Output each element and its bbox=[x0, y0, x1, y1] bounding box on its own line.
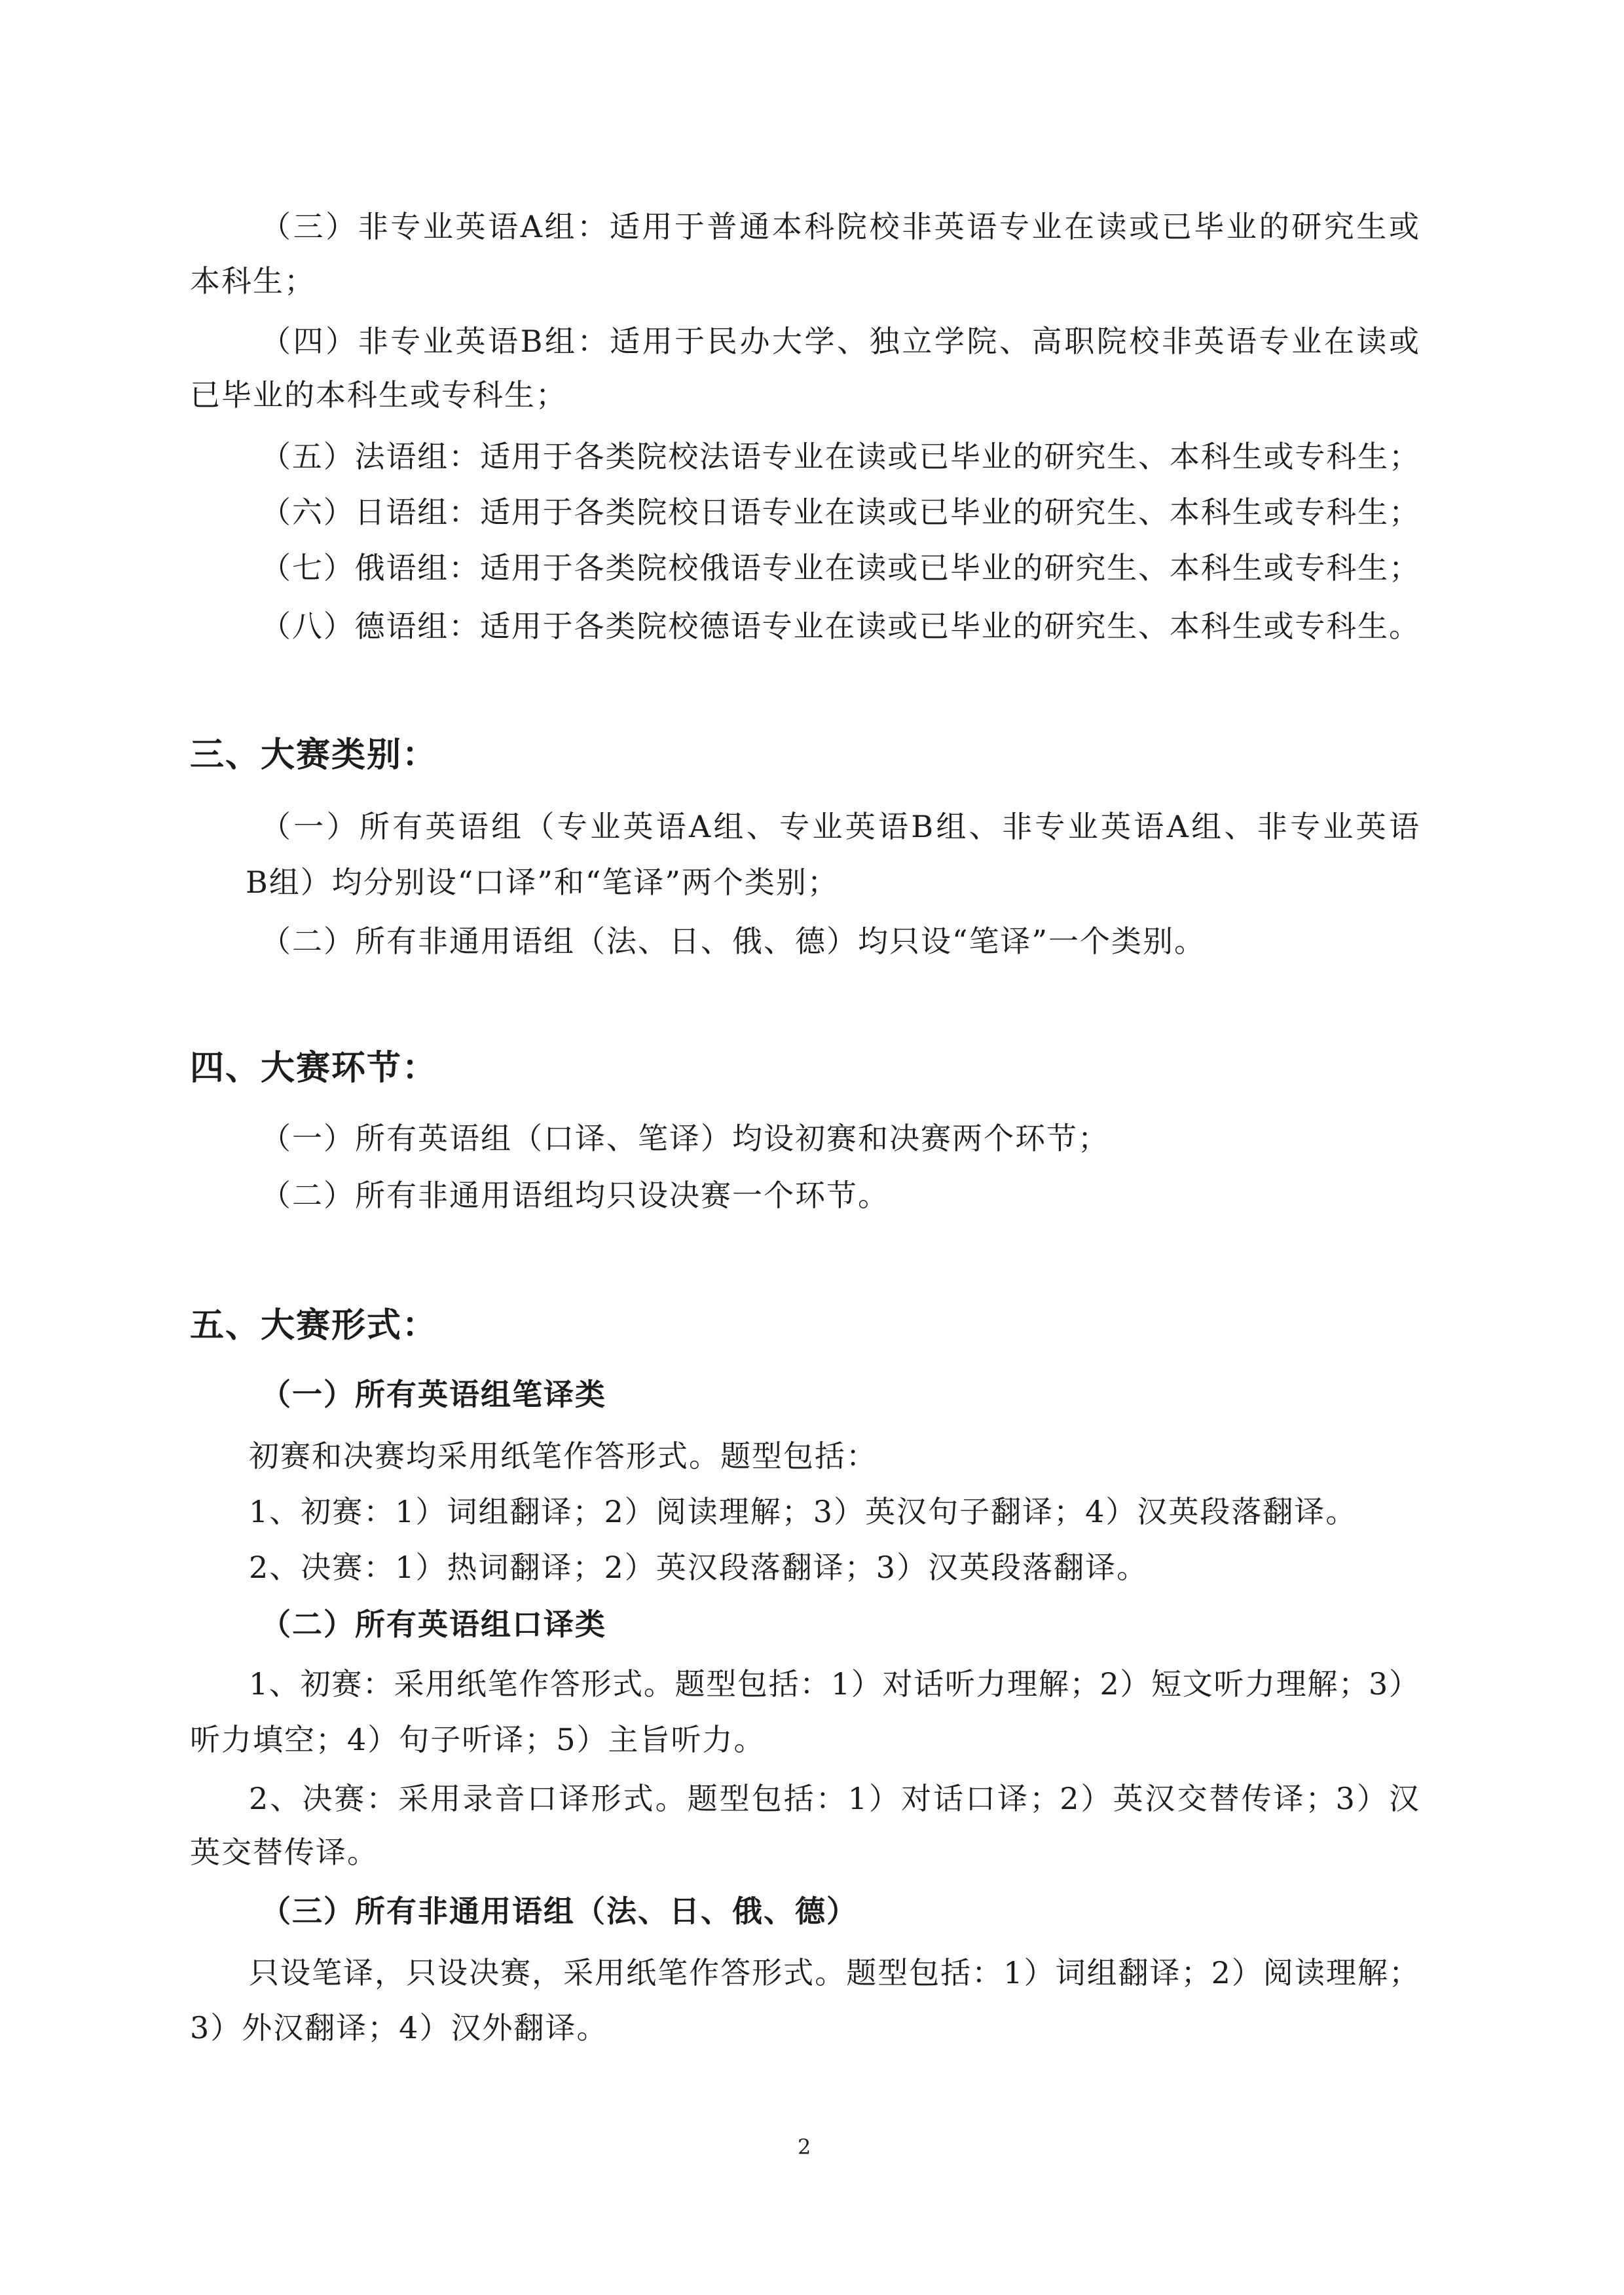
paragraph-line: 英交替传译。 bbox=[190, 1835, 378, 1870]
paragraph-line: 只设笔译，只设决赛，采用纸笔作答形式。题型包括：1）词组翻译；2）阅读理解； bbox=[249, 1955, 1419, 1990]
paragraph-line: 3）外汉翻译；4）汉外翻译。 bbox=[190, 2010, 608, 2045]
paragraph-line: 2、决赛：采用录音口译形式。题型包括：1）对话口译；2）英汉交替传译；3）汉 bbox=[249, 1781, 1419, 1816]
paragraph-line: （一）所有英语组（口译、笔译）均设初赛和决赛两个环节； bbox=[261, 1121, 1109, 1156]
paragraph-line: （五）法语组：适用于各类院校法语专业在读或已毕业的研究生、本科生或专科生； bbox=[261, 439, 1419, 474]
section-heading: 四、大赛环节： bbox=[190, 1049, 438, 1088]
paragraph-line: （六）日语组：适用于各类院校日语专业在读或已毕业的研究生、本科生或专科生； bbox=[261, 494, 1419, 530]
subsection-heading: （二）所有英语组口译类 bbox=[261, 1607, 606, 1642]
paragraph-line: B组）均分别设“口译”和“笔译”两个类别； bbox=[246, 865, 839, 900]
paragraph-line: （二）所有非通用语组（法、日、俄、德）均只设“笔译”一个类别。 bbox=[261, 924, 1206, 959]
section-heading: 三、大赛类别： bbox=[190, 736, 438, 775]
paragraph-line: 已毕业的本科生或专科生； bbox=[190, 377, 567, 413]
subsection-heading: （三）所有非通用语组（法、日、俄、德） bbox=[261, 1894, 858, 1929]
subsection-heading: （一）所有英语组笔译类 bbox=[261, 1377, 606, 1412]
paragraph-line: （一）所有英语组（专业英语A组、专业英语B组、非专业英语A组、非专业英语 bbox=[261, 809, 1419, 844]
paragraph-line: 2、决赛：1）热词翻译；2）英汉段落翻译；3）汉英段落翻译。 bbox=[249, 1550, 1149, 1585]
page-number: 2 bbox=[798, 2135, 811, 2159]
paragraph-line: 听力填空；4）句子听译；5）主旨听力。 bbox=[190, 1722, 766, 1757]
paragraph-line: 1、初赛：1）词组翻译；2）阅读理解；3）英汉句子翻译；4）汉英段落翻译。 bbox=[249, 1494, 1357, 1529]
paragraph-line: （四）非专业英语B组：适用于民办大学、独立学院、高职院校非英语专业在读或 bbox=[261, 324, 1419, 359]
paragraph-line: （二）所有非通用语组均只设决赛一个环节。 bbox=[261, 1178, 889, 1213]
paragraph-line: （七）俄语组：适用于各类院校俄语专业在读或已毕业的研究生、本科生或专科生； bbox=[261, 550, 1419, 586]
paragraph-line: 本科生； bbox=[190, 263, 316, 299]
section-heading: 五、大赛形式： bbox=[190, 1306, 438, 1345]
paragraph-line: 1、初赛：采用纸笔作答形式。题型包括：1）对话听力理解；2）短文听力理解；3） bbox=[249, 1666, 1419, 1702]
paragraph-line: （八）德语组：适用于各类院校德语专业在读或已毕业的研究生、本科生或专科生。 bbox=[261, 608, 1419, 644]
paragraph-line: 初赛和决赛均采用纸笔作答形式。题型包括： bbox=[249, 1438, 877, 1474]
paragraph-line: （三）非专业英语A组：适用于普通本科院校非英语专业在读或已毕业的研究生或 bbox=[261, 209, 1419, 244]
